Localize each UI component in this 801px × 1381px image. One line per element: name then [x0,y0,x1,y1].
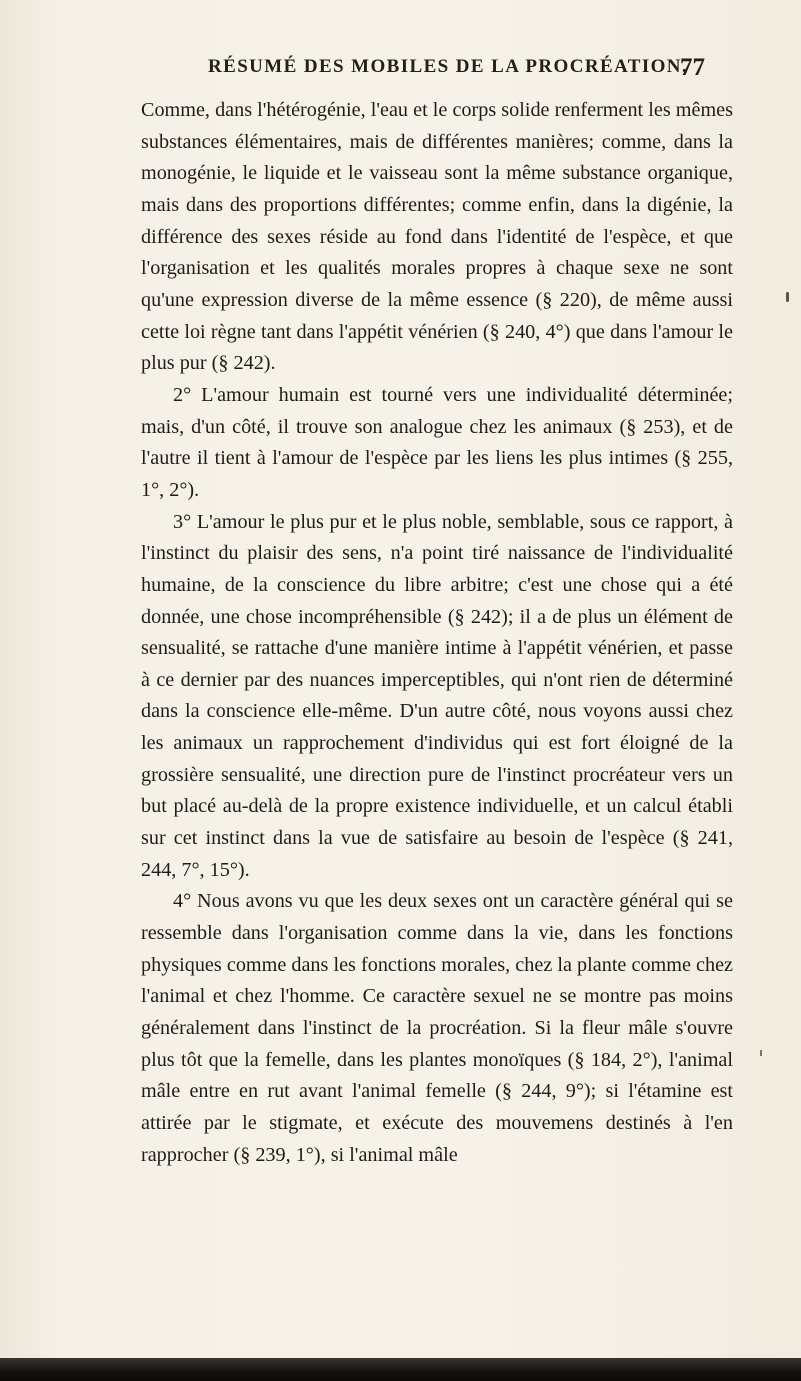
paragraph-3: 3° L'amour le plus pur et le plus noble, semblable, sous ce rapport, à l'instinct du plaisir des sens, n'a point tiré naissance de l'individualité humaine, de la conscience du libre arbitre; c'est une chose qui a été donnée, une chose incompréhensible (§ 242); il a de plus un élément de sensualité, se rattache d'une manière intime à l'appétit vénérien, et passe à ce dernier par des nuances imperceptibles, qui n'ont rien de déterminé dans la conscience elle-même. D'un autre côté, nous voyons aussi chez les animaux un rapprochement d'individus qui est fort éloigné de la grossière sensualité, une direction pure de l'instinct procréateur vers un but placé au-delà de la propre existence individuelle, et un calcul établi sur cet instinct dans la vue de satisfaire au besoin de l'espèce (§ 241, 244, 7°, 15°). [141,510,733,881]
paragraph-2: 2° L'amour humain est tourné vers une individualité déterminée; mais, d'un côté, il trouve son analogue chez les animaux (§ 253), et de l'autre il tient à l'amour de l'espèce par les liens les plus intimes (§ 255, 1°, 2°). [141,383,733,501]
margin-speck [786,292,789,302]
margin-speck-lower [760,1050,762,1056]
scan-bottom-edge [0,1358,801,1381]
running-title: RÉSUMÉ DES MOBILES DE LA PROCRÉATION. [208,56,689,77]
page-number: 77 [680,54,705,81]
body-text [141,95,733,1171]
paragraph-1: Comme, dans l'hétérogénie, l'eau et le corps solide renferment les mêmes substances élémentaires, mais de différentes manières; comme, dans la monogénie, le liquide et le vaisseau sont la même substance organique, mais dans des proportions différentes; comme enfin, dans la digénie, la différence des sexes réside au fond dans l'identité de l'espèce, et que l'organisation et les qualités morales propres à chaque sexe ne sont qu'une expression diverse de la même essence (§ 220), de même aussi cette loi règne tant dans l'appétit vénérien (§ 240, 4°) que dans l'amour le plus pur (§ 242). [141,99,733,375]
paragraph-4: 4° Nous avons vu que les deux sexes ont un caractère général qui se ressemble dans l'organisation comme dans la vie, dans les fonctions physiques comme dans les fonctions morales, chez la plante comme chez l'animal et chez l'homme. Ce caractère sexuel ne se montre pas moins généralement dans l'instinct de la procréation. Si la fleur mâle s'ouvre plus tôt que la femelle, dans les plantes monoïques (§ 184, 2°), l'animal mâle entre en rut avant l'animal femelle (§ 244, 9°); si l'étamine est attirée par le stigmate, et exécute des mouvemens destinés à l'en rapprocher (§ 239, 1°), si l'animal mâle [141,890,733,1166]
